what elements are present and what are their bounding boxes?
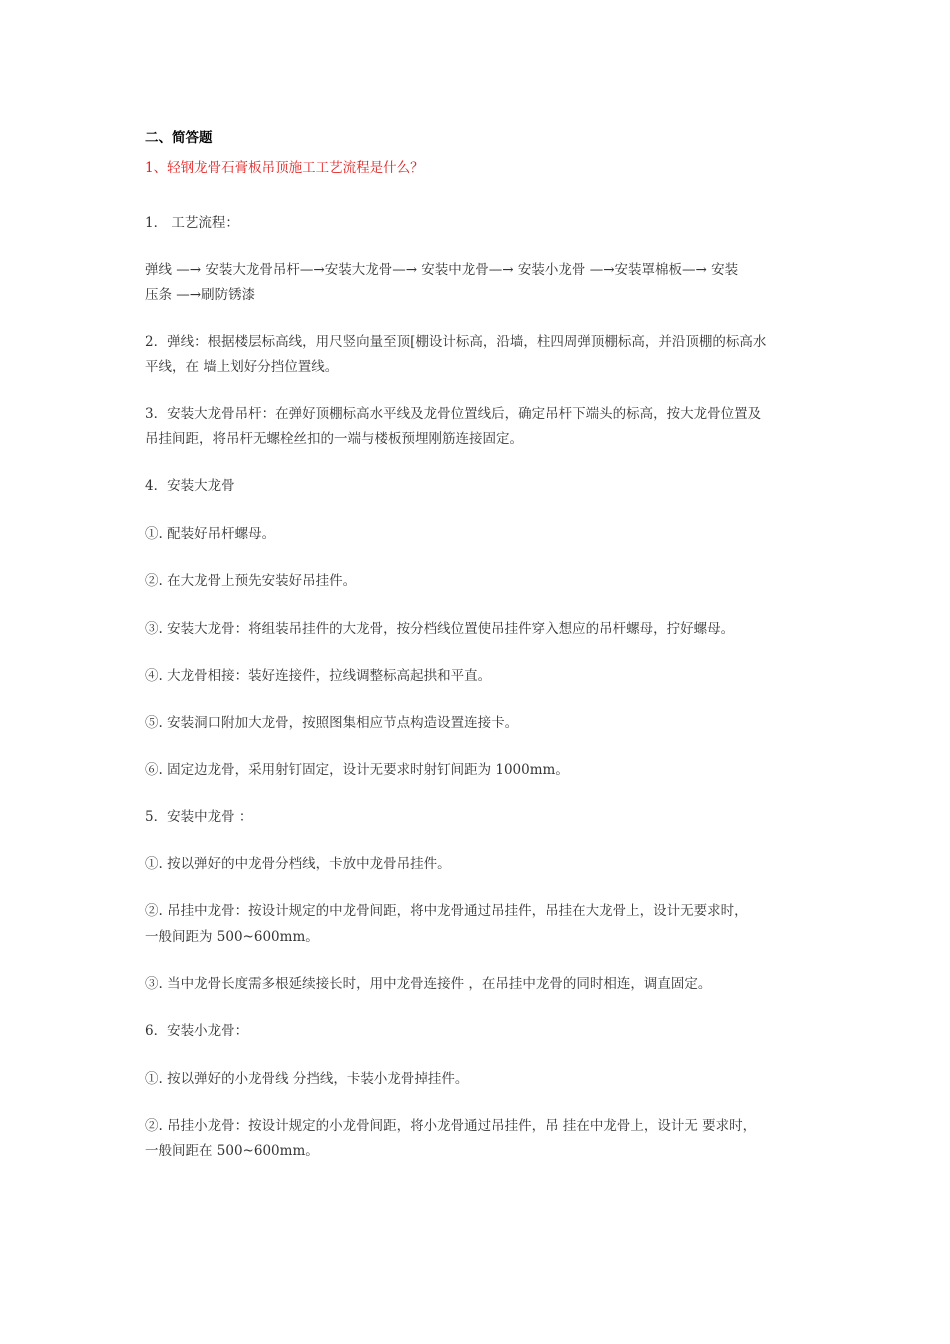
- step-5-heading: 5．安装中龙骨 ：: [145, 809, 253, 825]
- flow-line-2: 压条 —→刷防锈漆: [145, 287, 256, 303]
- step-5-item-2-line-1: ②. 吊挂中龙骨：按设计规定的中龙骨间距，将中龙骨通过吊挂件，吊挂在大龙骨上，设计无要求时，: [145, 903, 748, 919]
- section-title: 二、简答题: [145, 130, 213, 146]
- step-6-heading: 6．安装小龙骨：: [145, 1023, 249, 1039]
- step-4-item-2: ②. 在大龙骨上预先安装好吊挂件。: [145, 573, 357, 589]
- step-4-item-5: ⑤. 安装洞口附加大龙骨，按照图集相应节点构造设置连接卡。: [145, 715, 519, 731]
- step-5-item-2-line-2: 一般间距为 500~600mm。: [145, 929, 319, 945]
- step-6-item-1: ①. 按以弹好的小龙骨线 分挡线，卡装小龙骨掉挂件。: [145, 1071, 469, 1087]
- step-3-line-1: 3．安装大龙骨吊杆：在弹好顶棚标高水平线及龙骨位置线后，确定吊杆下端头的标高，按大龙骨位置及: [145, 406, 762, 422]
- step-6-item-2-line-1: ②. 吊挂小龙骨：按设计规定的小龙骨间距，将小龙骨通过吊挂件，吊 挂在中龙骨上，设计无 要求时，: [145, 1118, 757, 1134]
- step-4-item-3: ③. 安装大龙骨：将组装吊挂件的大龙骨，按分档线位置使吊挂件穿入想应的吊杆螺母，拧好螺母。: [145, 621, 735, 637]
- step-2-line-2: 平线，在 墙上划好分挡位置线。: [145, 359, 339, 375]
- step-6-item-2-line-2: 一般间距在 500~600mm。: [145, 1143, 319, 1159]
- step-4-item-6: ⑥. 固定边龙骨，采用射钉固定，设计无要求时射钉间距为 1000mm。: [145, 762, 569, 778]
- step-5-item-3: ③. 当中龙骨长度需多根延续接长时，用中龙骨连接件 ，在吊挂中龙骨的同时相连，调直固定。: [145, 976, 712, 992]
- step-5-item-1: ①. 按以弹好的中龙骨分档线，卡放中龙骨吊挂件。: [145, 856, 451, 872]
- step-2-line-1: 2．弹线：根据楼层标高线，用尺竖向量至顶[棚设计标高，沿墙，柱四周弹顶棚标高，并沿顶棚的标高水: [145, 334, 767, 350]
- step-3-line-2: 吊挂间距，将吊杆无螺栓丝扣的一端与楼板预埋刚筋连接固定。: [145, 431, 523, 447]
- step-4-item-1: ①. 配装好吊杆螺母。: [145, 526, 276, 542]
- flow-line-1: 弹线 —→ 安装大龙骨吊杆—→安装大龙骨—→ 安装中龙骨—→ 安装小龙骨 —→安装罩棉板—→ 安装: [145, 262, 739, 278]
- step-4-heading: 4．安装大龙骨: [145, 478, 235, 494]
- question-title: 1、轻钢龙骨石膏板吊顶施工工艺流程是什么？: [145, 160, 424, 176]
- process-heading: 1． 工艺流程：: [145, 215, 239, 231]
- step-4-item-4: ④. 大龙骨相接：装好连接件，拉线调整标高起拱和平直。: [145, 668, 492, 684]
